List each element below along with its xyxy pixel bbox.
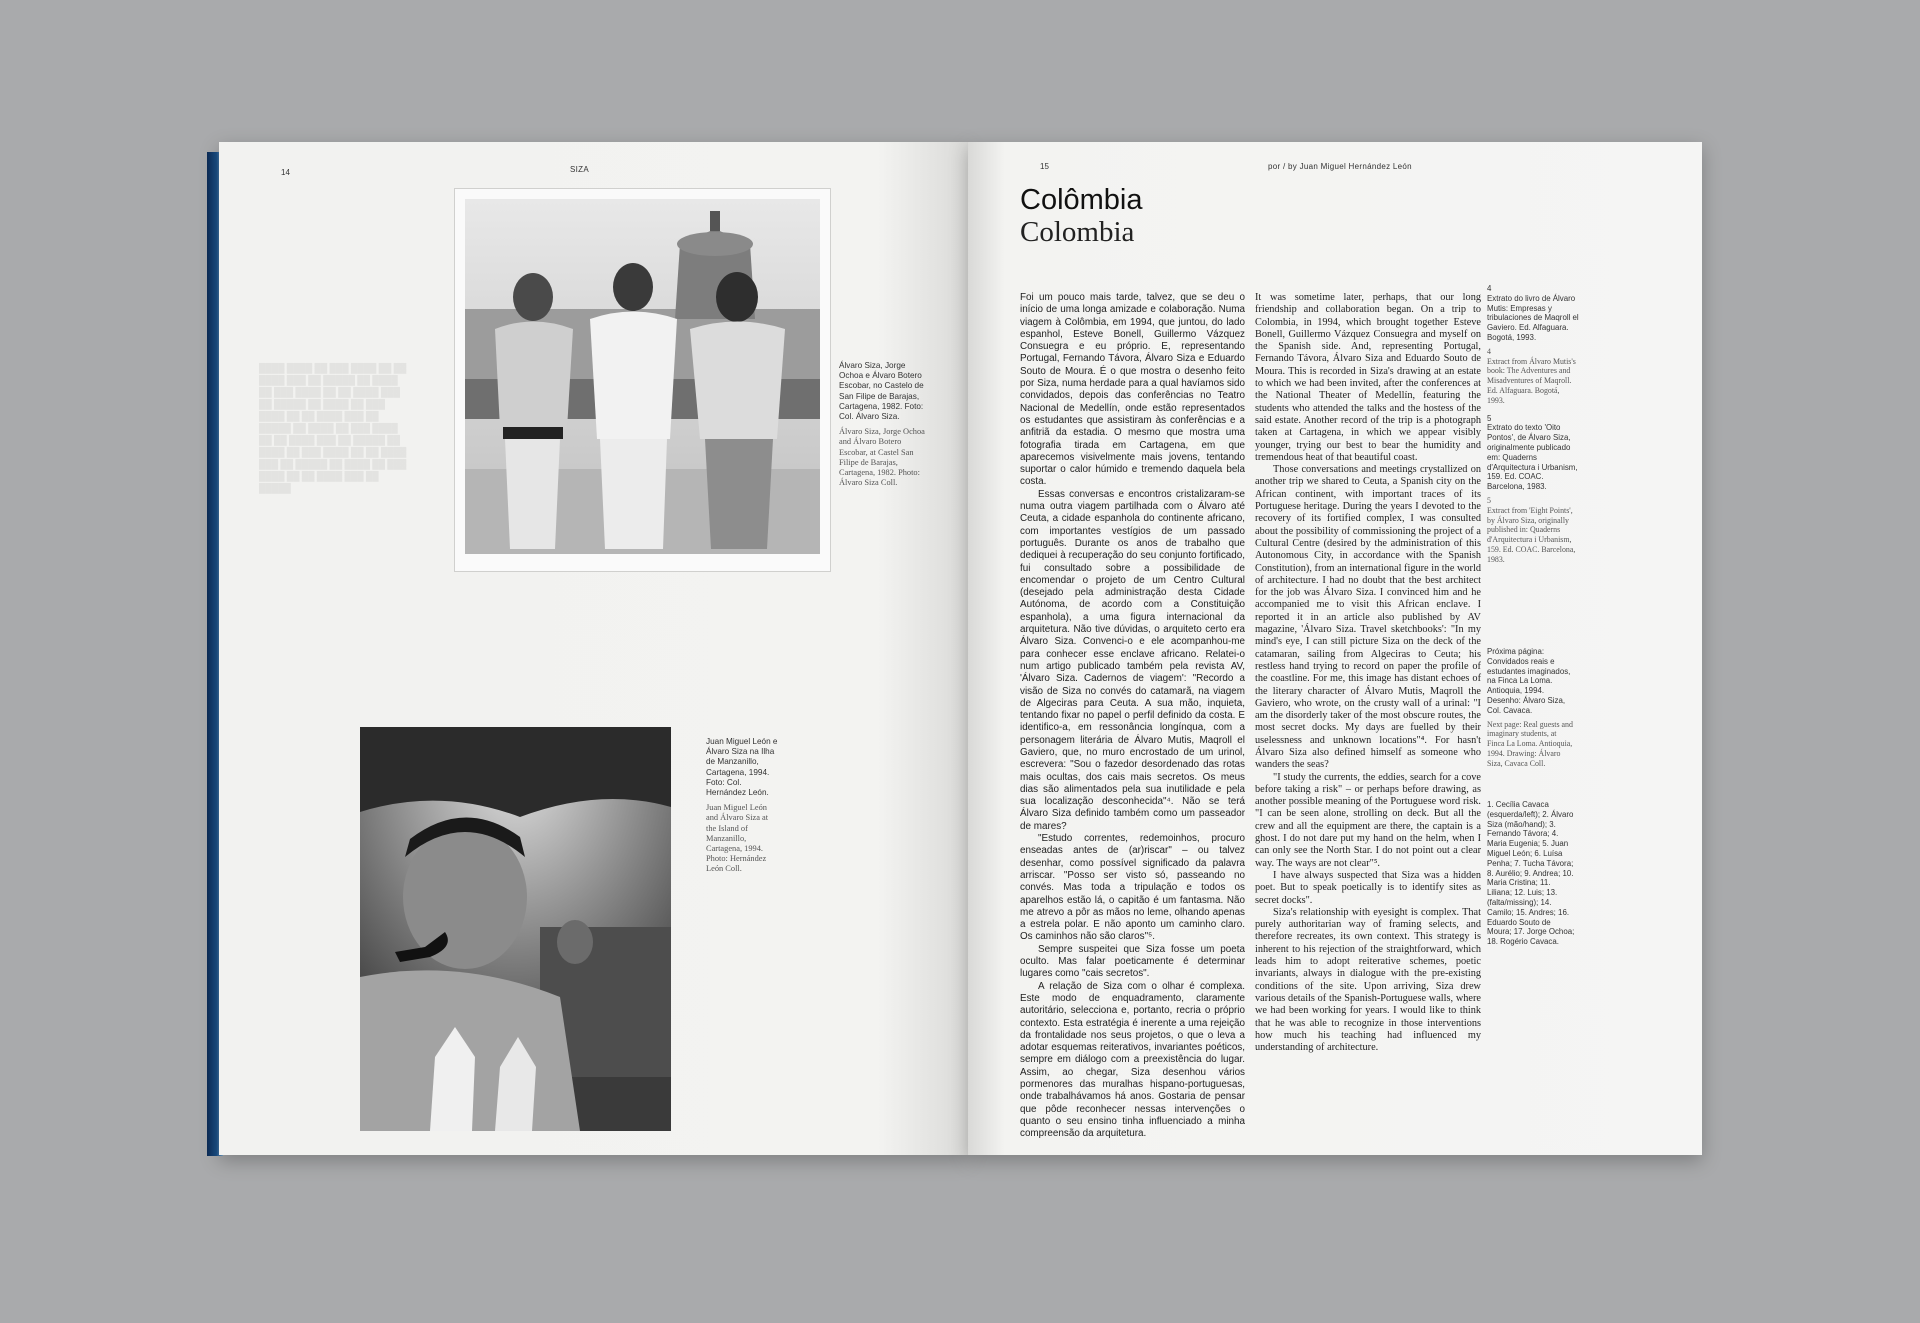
body-en-paragraph: Siza's relationship with eyesight is complex. That purely authoritarian way of framing selects, and therefore recreates, its own context. This strategy is inherent to his rejection of the straightforward, which leads him to adopt reiterative schemes, poetic invariants, always in dialogue with the pre-existing conditions of the site. Upon arriving, Siza drew various details of the Spanish-Portuguese walls, where we had been working for years. I would like to think that he was able to recognize in those interventions how much his teaching had influenced my understanding of architecture. — [1255, 906, 1481, 1054]
byline: por / by Juan Miguel Hernández León — [1268, 162, 1412, 171]
body-column-pt — [1020, 292, 1245, 1140]
title-en: Colombia — [1020, 216, 1135, 248]
body-pt-paragraph: Sempre suspeitei que Siza fosse um poeta oculto. Mas falar poeticamente é determinar lugares como "cais secretos". — [1020, 943, 1245, 980]
article-title — [1020, 184, 1143, 248]
next-page-en: Next page: Real guests and imaginary students, at Finca La Loma. Antioquia, 1994. Drawing: Álvaro Siza, Cavaca Coll. — [1487, 719, 1573, 768]
footnote-5-en: 5 Extract from 'Eight Points', by Álvaro Siza, originally published in: Quaderns d'Arquitectura i Urbanism, 159. Ed. COAC. Barcelona, 1983. — [1487, 495, 1576, 564]
photo1-caption-en: Álvaro Siza, Jorge Ochoa and Álvaro Botero Escobar, at Castel San Filipe de Barajas, Cartagena, 1982. Photo: Álvaro Siza Coll. — [839, 427, 925, 488]
footnote-5 — [1487, 414, 1579, 565]
page-number-right: 15 — [1040, 162, 1049, 171]
photo-manzanillo-1994 — [360, 727, 671, 1131]
photo-cartagena-1982 — [455, 189, 830, 571]
body-column-en — [1255, 292, 1481, 1054]
body-pt-paragraph: Foi um pouco mais tarde, talvez, que se deu o início de uma longa amizade e colaboração. Numa viagem à Colômbia, em 1994, que juntou, do lado espanhol, Esteve Bonell, Guillermo Vázquez Consuegra e eu próprio. E, representando Portugal, Fernando Távora, Álvaro Siza e Eduardo Souto de Moura. É o que mostra o desenho feito por Siza, numa herdade para a qual havíamos sido convidados, depois das conferências no Teatro Nacional de Medellín, onde estão representados os estudantes que assistiram às conferências e a anfitriã da estadia. O mesmo que mostra uma fotografia tirada em Cartagena, em que aparecemos visivelmente mais jovens, tentando suportar o calor húmido e tremendo daquela bela costa. — [1020, 292, 1245, 488]
body-en-paragraph: Those conversations and meetings crystallized on another trip we shared to Ceuta, a Spanish city on the African continent, with important traces of its Portuguese heritage. During the years I devoted to the recovery of its fortified complex, I was consulted about the possibility of commissioning the project of a Cultural Centre (desired by the administration of this Autonomous City, in accordance with the Spanish Constitution), from an international figure in the world of architecture. I had no doubt that the best architect for the job was Álvaro Siza. I convinced him and he accompanied me to visit this African enclave. I reported it in an article also published by AV magazine, 'Álvaro Siza. Travel sketchbooks': "In my mind's eye, I can still picture Siza on the deck of the catamaran, sailing from Algeciras to Ceuta; his restless hand trying to record on paper the profile of the coastline. For me, this image has distant echoes of the literary character of Álvaro Mutis, Maqroll the Gaviero, who wrote, on the crusty wall of a urinal: "I am the disorderly taker of the most obscure routes, the most secret docks. My days are fuelled by their uselessness and unknown locations"⁴. For hasn't Álvaro Siza also defined himself as someone who wanders the seas? — [1255, 464, 1481, 771]
body-pt-paragraph: A relação de Siza com o olhar é complexa. Este modo de enquadramento, claramente autoritário, selecciona e, portanto, recria o próprio contexto. Esta estratégia é inerente a uma rejeição da frontalidade nos seus projetos, o que o leva a adotar esquemas reiterativos, invariantes poéticos, sempre em diálogo com a preexistência do lugar. Assim, ao chegar, Siza desenhou vários pormenores das muralhas hispano-portuguesas, onde trabalhávamos há anos. Gostaria de pensar que pôde reconhecer nessas intervenções o quanto o seu ensino tinha influenciado a minha compreensão da arquitetura. — [1020, 980, 1245, 1140]
magazine-spread — [207, 142, 1704, 1155]
photo-three-men — [455, 189, 830, 571]
drawing-legend: 1. Cecília Cavaca (esquerda/left); 2. Álvaro Siza (mão/hand); 3. Fernando Távora; 4. Maria Eugenia; 5. Juan Miguel León; 6. Luísa Penha; 7. Tucha Távora; 8. Aurélio; 9. Andrea; 10. Maria Cristina; 11. Liliana; 12. Luis; 13. (falta/missing); 14. Camilo; 15. Andres; 16. Eduardo Souto de Moura; 17. Jorge Ochoa; 18. Rogério Cavaca. — [1487, 800, 1575, 947]
photo2-caption-pt: Juan Miguel León e Álvaro Siza na Ilha de Manzanillo, Cartagena, 1994. Foto: Col. Hernández León. — [706, 737, 778, 798]
page-number-left: 14 — [281, 168, 290, 177]
show-through-text: ████ ████ ██ ███ ████ ██ ██ ████ ███ ██ █████ ██ ████ ██ ███ ████ ██ ██ ████ ███ ██ █████ ██ ████ ██ ███ ████ ██ ██ ████ ███ ██ █████ ██ ████ ██ ███ ████ ██ ██ ████ ███ ██ █████ ██ ████ ██ ███ ████ ██ ██ ████ ███ ██ █████ ██ ████ ██ ███ ████ ██ ██ ████ ███ ██ █████ — [259, 363, 407, 493]
body-en-paragraph: It was sometime later, perhaps, that our long friendship and collaboration began. On a trip to Colombia, in 1994, which brought together Esteve Bonell, Guillermo Vázquez Consuegra and myself on the Spanish side. And, representing Portugal, Fernando Távora, Álvaro Siza and Eduardo Souto de Moura. This is recorded in Siza's drawing at an estate to which we had been invited, after the conferences at the National Theater of Medellín, featuring the students who attended the talks and the hostess of the said estate. Another record of the trip is a photograph taken at Cartagena, in which we appear visibly younger, trying our best to bear the humidity and tremendous heat of that beautiful coast. — [1255, 292, 1481, 463]
photo1-caption-pt: Álvaro Siza, Jorge Ochoa e Álvaro Botero Escobar, no Castelo de San Filipe de Barajas, Cartagena, 1982. Foto: Col. Álvaro Siza. — [839, 361, 924, 422]
photo-man-with-pipe — [360, 727, 671, 1131]
footnote-4-en: 4 Extract from Álvaro Mutis's book: The Adventures and Misadventures of Maqroll. Ed. Alfaguara. Bogotá, 1993. — [1487, 346, 1576, 405]
body-pt-paragraph: Essas conversas e encontros cristalizaram-se numa outra viagem partilhada com o Álvaro até Ceuta, a cidade espanhola do continente africano, com importantes vestígios de um passado português. Durante os anos de trabalho que dediquei à recuperação do seu conjunto fortificado, fui consultado sobre a possibilidade de encomendar o projeto de um Centro Cultural (desejado pela administração desta Cidade Autónoma, de acordo com a Constituição espanhola), a uma figura internacional da arquitetura. Não tive dúvidas, o arquiteto certo era Álvaro Siza. Convenci-o e ele acompanhou-me para conhecer esse enclave africano. Relatei-o num artigo publicado também pela revista AV, 'Álvaro Siza. Cadernos de viagem': "Recordo a visão de Siza no convés do catamarã, na viagem de Algeciras para Ceuta. A sua mão, inquieta, tentando fixar no papel o perfil definido da costa. E identifico-a, em ressonância longínqua, com a personagem literária de Álvaro Mutis, Maqroll el Gaviero, que, no muro encrostado de um urinol, escrevera: "Sou o fazedor desordenado das rotas mais ocultas, dos cais mais secretos. Os meus dias são alimentados pela sua inutilidade e pela sua localização desconhecida"⁴. Não se terá Álvaro Siza definido também como um passeador de mares? — [1020, 488, 1245, 832]
body-pt-paragraph: "Estudo correntes, redemoinhos, procuro enseadas antes de (ar)riscar" – ou talvez desenhar, como possível significado da palavra arriscar. "Posso ser visto só, passeando no convés. Mas toda a tripulação e todos os aparelhos estão lá, o capitão é um fantasma. Não me atrevo a pôr as mãos no leme, olhando apenas a estrela polar. E não aponto um caminho claro. Os caminhos não são claros"⁵. — [1020, 833, 1245, 943]
next-page-caption — [1487, 647, 1575, 769]
body-en-paragraph: "I study the currents, the eddies, search for a cove before taking a risk" – or perhaps before drawing, as another possible meaning of the Portuguese word risk. "I can be seen alone, strolling on deck. But all the crew and all the equipment are there, the captain is a ghost. I do not dare put my hand on the helm, when I can only see the North Star. I do not point out a clear way. The ways are not clear"⁵. — [1255, 771, 1481, 869]
right-page — [968, 142, 1702, 1155]
photo1-caption — [839, 361, 931, 488]
photo2-caption — [706, 737, 780, 875]
left-page — [219, 142, 968, 1155]
footnote-5-pt: 5 Extrato do texto 'Oito Pontos', de Álvaro Siza, originalmente publicado em: Quaderns d'Arquitectura i Urbanism, 159. Ed. COAC. Barcelona, 1983. — [1487, 413, 1578, 492]
running-head: SIZA — [570, 165, 589, 174]
footnote-4-pt: 4 Extrato do livro de Álvaro Mutis: Empresas y tribulaciones de Maqroll el Gaviero. Ed. Alfaguara. Bogotá, 1993. — [1487, 284, 1579, 342]
title-pt: Colômbia — [1020, 184, 1143, 216]
next-page-pt: Próxima página: Convidados reais e estudantes imaginados, na Finca La Loma. Antioquia, 1994. Desenho: Álvaro Siza, Col. Cavaca. — [1487, 647, 1571, 715]
footnote-4 — [1487, 284, 1579, 406]
photo2-caption-en: Juan Miguel León and Álvaro Siza at the Island of Manzanillo, Cartagena, 1994. Photo: Hernández León Coll. — [706, 803, 769, 874]
footnotes — [1487, 284, 1579, 573]
body-en-paragraph: I have always suspected that Siza was a hidden poet. But to speak poetically is to identify sites as secret docks". — [1255, 869, 1481, 906]
